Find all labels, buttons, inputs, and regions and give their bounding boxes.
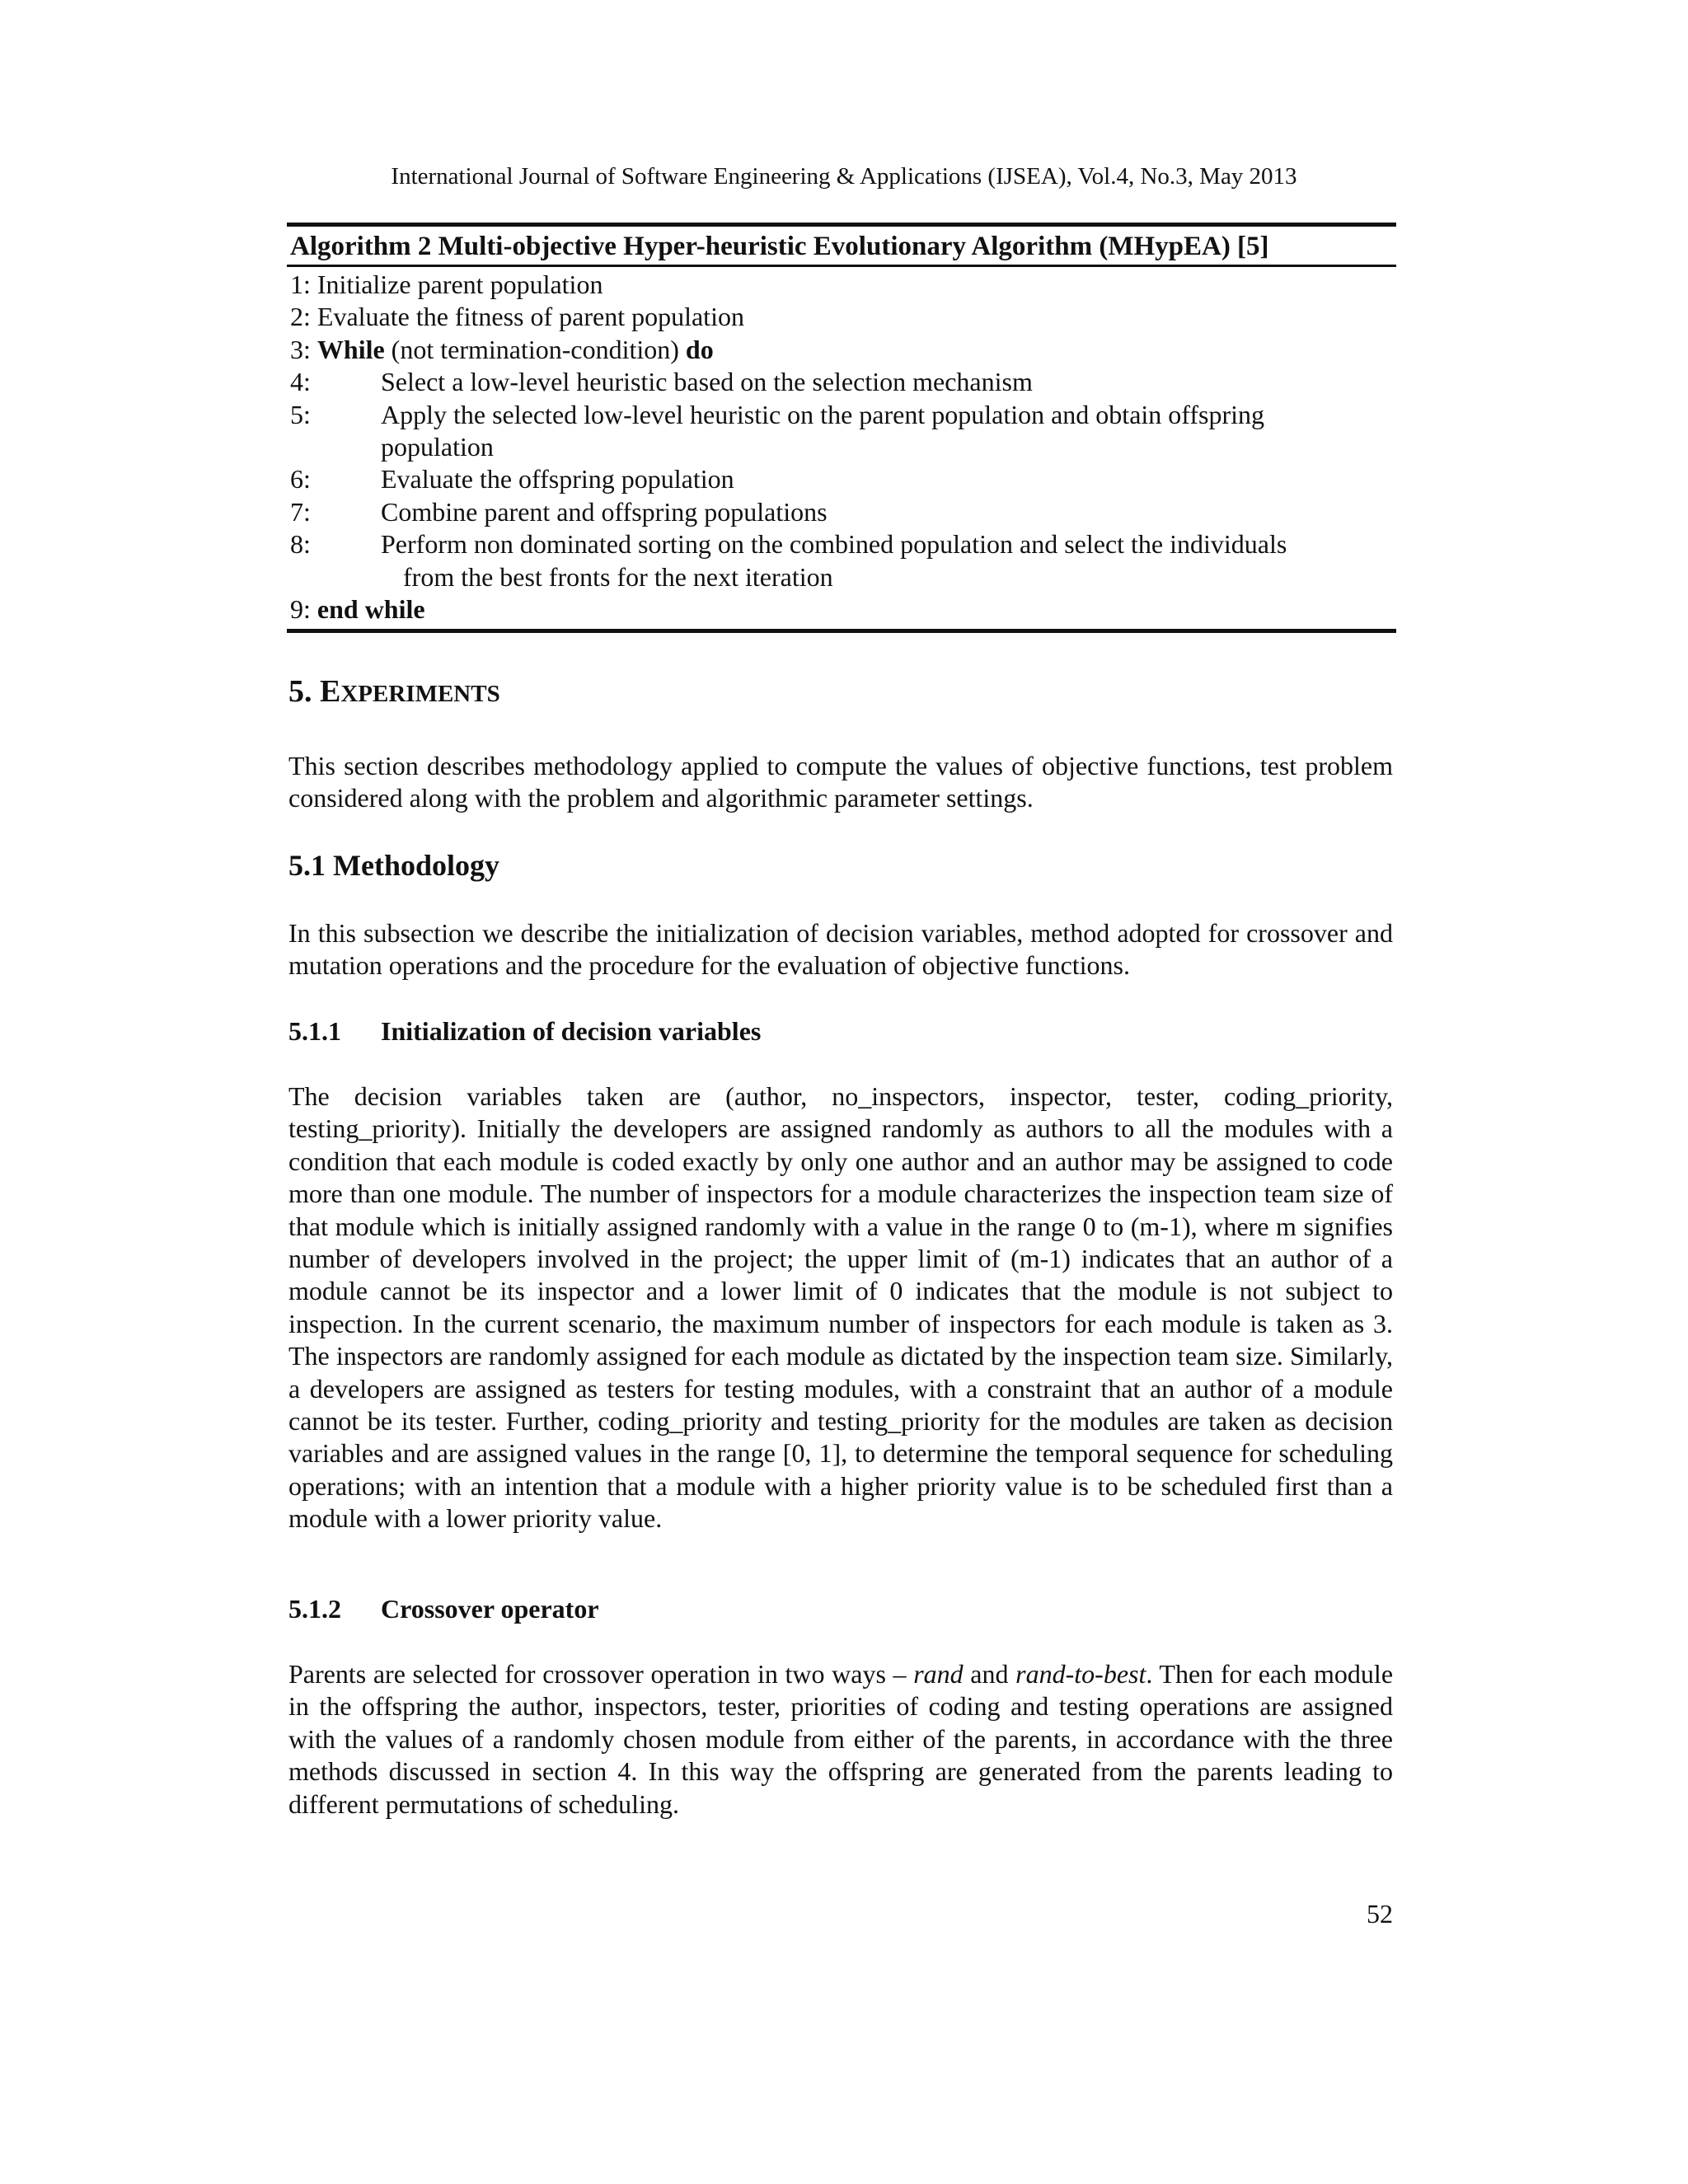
algorithm-line-7 <box>290 496 1393 528</box>
section-number: 5. E <box>288 674 341 709</box>
text-run: . Then for each module in the offspring the author, inspectors, tester, priorities of coding and testing operations are assigned with the values of a randomly chosen module from either of the parents, in accordance with the three methods discussed in section 4. In this way the offspring are generated from the parents leading to different permutations of scheduling. <box>288 1659 1394 1819</box>
algorithm-line-5-continuation: population <box>381 432 494 462</box>
line-text: Combine parent and offspring populations <box>381 496 828 527</box>
algorithm-line-2: 2: Evaluate the fitness of parent population <box>290 302 744 332</box>
subsubsection-heading-511 <box>288 1015 761 1047</box>
section-title: XPERIMENTS <box>340 681 500 707</box>
heading-number: 5.1.2 <box>288 1594 341 1624</box>
algorithm-line-3 <box>290 334 1393 366</box>
line-number: 8: <box>290 529 311 560</box>
heading-title: Initialization of decision variables <box>381 1016 762 1046</box>
keyword-end-while: end while <box>316 594 425 625</box>
page-number: 52 <box>1367 1899 1393 1929</box>
heading-title: Crossover operator <box>381 1594 599 1624</box>
term-rand: rand <box>913 1659 964 1689</box>
line-number: 9: <box>290 594 317 625</box>
line-text: Perform non dominated sorting on the combined population and select the individuals <box>381 529 1287 560</box>
algorithm-line-8-continuation: from the best fronts for the next iteration <box>403 561 833 592</box>
subsection-heading: 5.1 Methodology <box>288 849 499 882</box>
text-run: and <box>963 1659 1016 1689</box>
algorithm-lines <box>287 267 1396 626</box>
line-number: 6: <box>290 464 311 494</box>
line-text: Apply the selected low-level heuristic on the parent population and obtain offspring <box>381 399 1265 429</box>
line-text: Select a low-level heuristic based on the selection mechanism <box>381 367 1033 397</box>
keyword-do: do <box>685 334 714 364</box>
algorithm-line-8 <box>290 528 1393 560</box>
running-header: International Journal of Software Engineering & Applications (IJSEA), Vol.4, No.3, May 2013 <box>391 163 1297 190</box>
line-text: Evaluate the offspring population <box>381 464 734 494</box>
initialization-paragraph: The decision variables taken are (author, no_inspectors, inspector, tester, coding_priority, testing_priority). Initially the developers are assigned randomly as authors to all the modules with a condition that each module is coded exactly by only one author and an author may be assigned to code more than one module. The number of inspectors for a module characterizes the inspection team size of that module which is initially assigned randomly with a value in the range 0 to (m-1), where m signifies number of developers involved in the project; the upper limit of (m-1) indicates that an author of a module cannot be its inspector and a lower limit of 0 indicates that the module is not subject to inspection. In the current scenario, the maximum number of inspectors for each module is taken as 3. The inspectors are randomly assigned for each module as dictated by the inspection team size. Similarly, a developers are assigned as testers for testing modules, with a constraint that an author of a module cannot be its tester. Further, coding_priority and testing_priority for the modules are taken as decision variables and are assigned values in the range [0, 1], to determine the temporal sequence for scheduling operations; with an intention that a module with a higher priority value is to be scheduled first than a module with a lower priority value. <box>288 1081 1393 1534</box>
subsubsection-heading-512 <box>288 1592 599 1625</box>
condition-text: (not termination-condition) <box>384 334 686 364</box>
heading-number: 5.1.1 <box>288 1016 341 1046</box>
subsection-intro-paragraph: In this subsection we describe the initialization of decision variables, method adopted for crossover and mutation operations and the procedure for the evaluation of objective functions. <box>288 918 1393 981</box>
algorithm-title: Algorithm 2 Multi-objective Hyper-heuristic Evolutionary Algorithm (MHypEA) [5] <box>290 232 1269 261</box>
keyword-while: While <box>316 334 385 364</box>
algorithm-bottom-rule <box>287 629 1396 633</box>
line-number: 7: <box>290 496 311 527</box>
algorithm-line-1: 1: Initialize parent population <box>290 269 603 299</box>
line-number: 5: <box>290 399 311 429</box>
section-intro-paragraph: This section describes methodology applied to compute the values of objective functions, test problem considered along with the problem and algorithmic parameter settings. <box>288 751 1393 813</box>
algorithm-line-5 <box>290 399 1393 431</box>
algorithm-line-6 <box>290 463 1393 495</box>
term-rand-to-best: rand-to-best <box>1015 1659 1146 1689</box>
algorithm-line-9 <box>290 593 1393 626</box>
text-run: Parents are selected for crossover operation in two ways – <box>288 1659 914 1689</box>
section-heading <box>288 672 500 714</box>
line-number: 4: <box>290 367 311 397</box>
crossover-paragraph <box>288 1658 1393 1821</box>
line-number: 3: <box>290 334 317 364</box>
algorithm-line-4 <box>290 366 1393 398</box>
algorithm-box <box>287 223 1396 633</box>
